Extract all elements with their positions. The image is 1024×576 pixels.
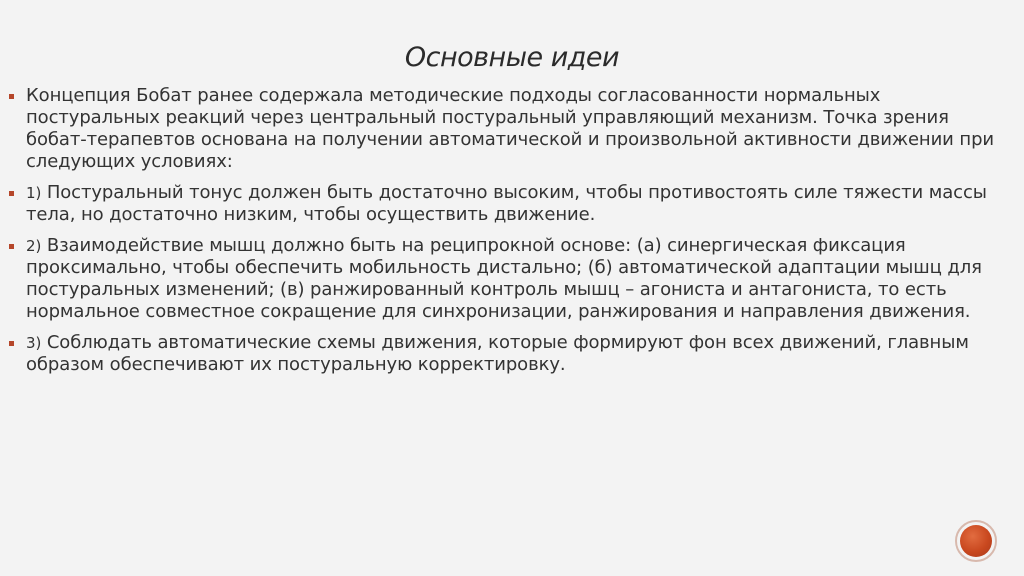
- bullet-list: [9, 85, 1009, 385]
- bullet-text: [26, 235, 1009, 323]
- bullet-square-icon: [9, 94, 14, 99]
- bullet-number: 2): [26, 237, 42, 255]
- bullet-text: [26, 85, 1009, 173]
- bullet-item-intro: [9, 85, 1009, 173]
- decorative-circle-icon: [955, 520, 997, 562]
- bullet-square-icon: [9, 244, 14, 249]
- bullet-text: [26, 182, 1009, 226]
- bullet-body: Концепция Бобат ранее содержала методические подходы согласованности нормальных постуральных реакций через центральный постуральный управляющий механизм. Точка зрения бобат-терапевтов основана на получении автоматической и произвольной активности движении при следующих условиях:: [26, 85, 994, 172]
- slide-title: Основные идеи: [404, 42, 620, 73]
- bullet-body: Соблюдать автоматические схемы движения, которые формируют фон всех движений, главным образом обеспечивают их постуральную корректировку.: [26, 332, 969, 375]
- bullet-item-2: [9, 235, 1009, 323]
- orange-circle-icon: [960, 525, 992, 557]
- bullet-item-1: [9, 182, 1009, 226]
- bullet-item-3: [9, 332, 1009, 376]
- bullet-body: Постуральный тонус должен быть достаточно высоким, чтобы противостоять силе тяжести массы тела, но достаточно низким, чтобы осуществить движение.: [26, 182, 987, 225]
- bullet-number: 3): [26, 334, 42, 352]
- bullet-square-icon: [9, 341, 14, 346]
- bullet-number: 1): [26, 184, 42, 202]
- bullet-text: [26, 332, 1009, 376]
- bullet-square-icon: [9, 191, 14, 196]
- bullet-body: Взаимодействие мышц должно быть на реципрокной основе: (а) синергическая фиксация проксимально, чтобы обеспечить мобильность дистально; (б) автоматической адаптации мышц для постуральных изменений; (в) ранжированный контроль мышц – агониста и антагониста, то есть нормальное совместное сокращение для синхронизации, ранжирования и направления движения.: [26, 235, 982, 322]
